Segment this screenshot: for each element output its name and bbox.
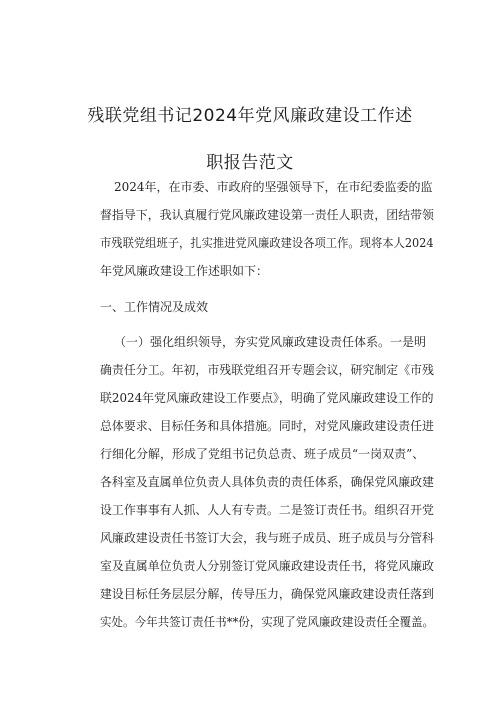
intro-line: 督指导下，我认真履行党风廉政建设第一责任人职责，团结带领 — [100, 208, 434, 222]
paragraph-line: 设工作事事有人抓、人人有专责。二是签订责任书。组织召开党 — [100, 503, 434, 517]
paragraph-line: 各科室及直属单位负责人具体负责的责任体系，确保党风廉政建 — [100, 475, 434, 489]
paragraph-line: （一）强化组织领导，夯实党风廉政建设责任体系。一是明 — [114, 335, 427, 349]
paragraph-line: 确责任分工。年初，市残联党组召开专题会议，研究制定《市残 — [100, 363, 434, 377]
paragraph-line: 室及直属单位负责人分别签订党风廉政建设责任书，将党风廉政 — [100, 559, 434, 573]
intro-line: 年党风廉政建设工作述职如下： — [100, 264, 269, 278]
paragraph-line: 建设目标任务层层分解，传导压力，确保党风廉政建设责任落到 — [100, 587, 434, 601]
paragraph-line: 行细化分解，形成了党组书记负总责、班子成员“一岗双责”、 — [100, 447, 425, 461]
intro-line: 2024年，在市委、市政府的坚强领导下，在市纪委监委的监 — [114, 180, 433, 194]
paragraph-line: 实处。今年共签订责任书**份，实现了党风廉政建设责任全覆盖。 — [100, 615, 435, 629]
paragraph-line: 总体要求、目标任务和具体措施。同时，对党风廉政建设责任进 — [100, 419, 434, 433]
paragraph-line: 联2024年党风廉政建设工作要点》，明确了党风廉政建设工作的 — [100, 391, 434, 405]
document-title-line-1: 残联党组书记2024年党风廉政建设工作述 — [87, 106, 413, 126]
section-heading: 一、工作情况及成效 — [100, 300, 209, 314]
document-title-line-2: 职报告范文 — [206, 153, 294, 173]
intro-line: 市残联党组班子，扎实推进党风廉政建设各项工作。现将本人2024 — [100, 236, 434, 250]
paragraph-line: 风廉政建设责任书签订大会，我与班子成员、班子成员与分管科 — [100, 531, 434, 545]
